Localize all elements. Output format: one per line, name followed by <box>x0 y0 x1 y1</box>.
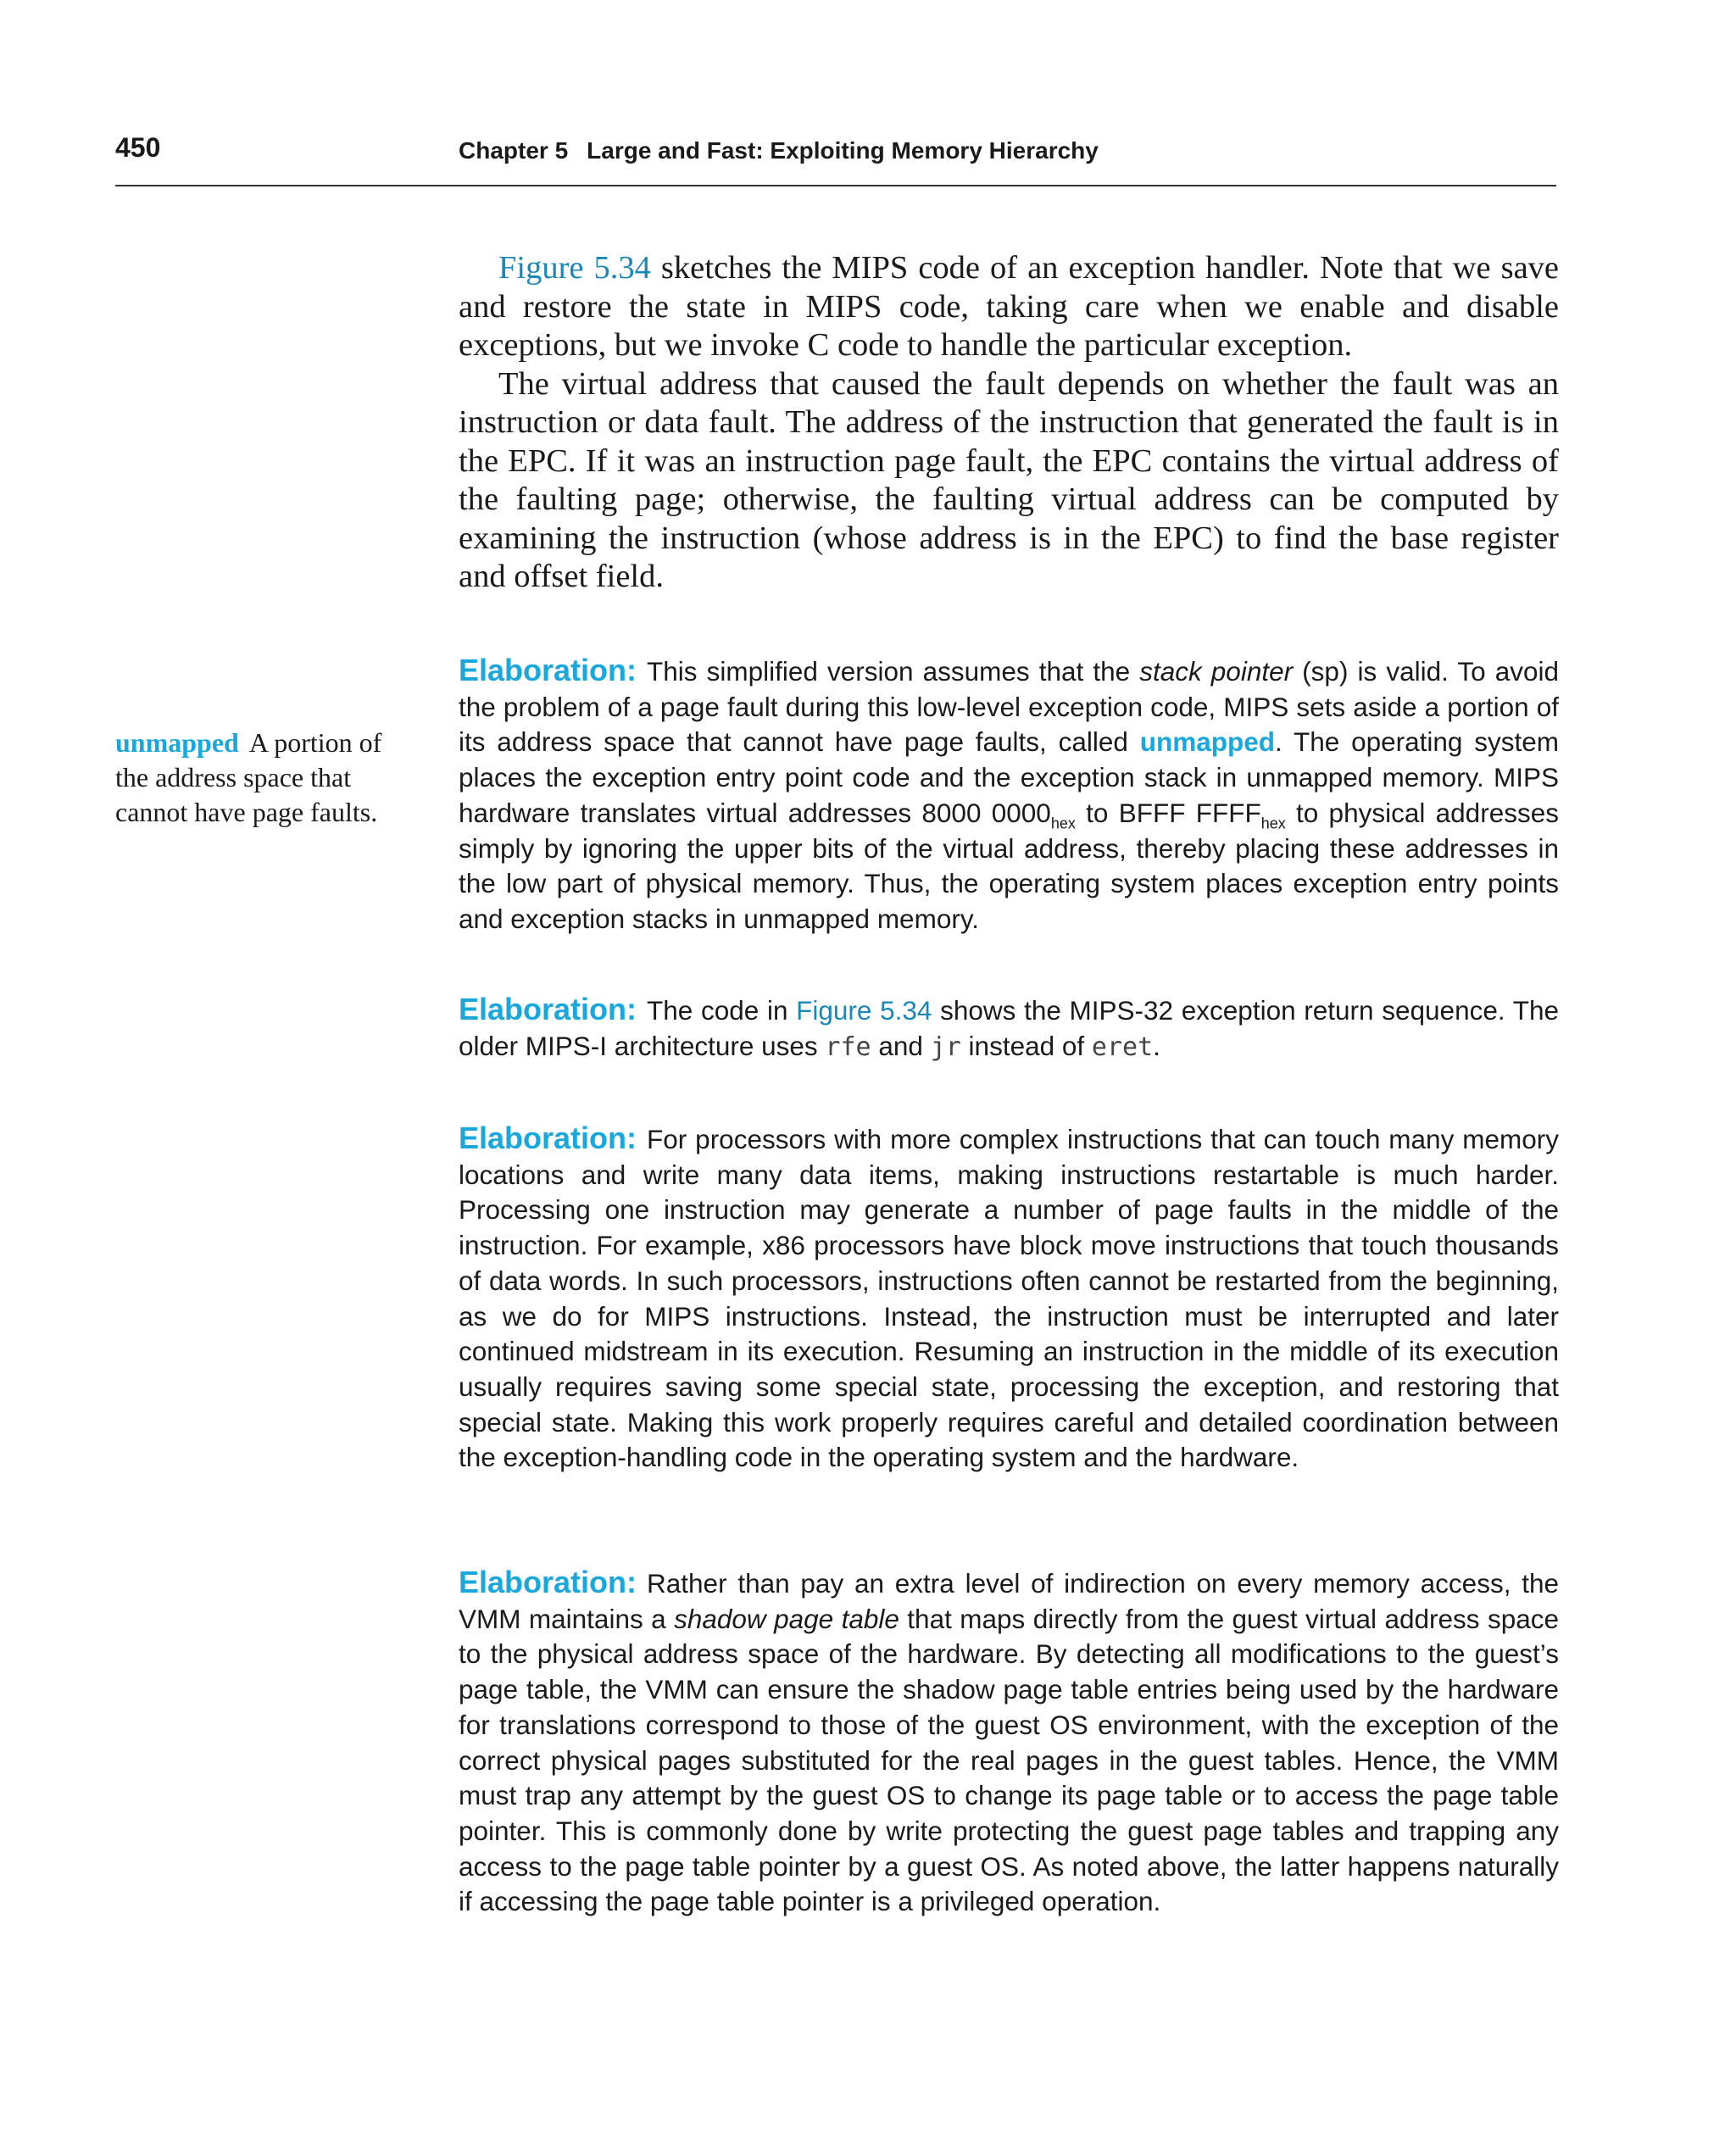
elaboration-2: Elaboration: The code in Figure 5.34 shows the MIPS-32 exception return sequence. The older MIPS-I architecture uses rfe and jr instead of eret. <box>459 992 1559 1062</box>
page-number: 450 <box>115 132 161 163</box>
body-text <box>459 249 1559 597</box>
elaboration-label: Elaboration: <box>459 1565 637 1599</box>
elaboration-label: Elaboration: <box>459 992 637 1026</box>
elaboration-1: Elaboration: This simplified version assumes that the stack pointer (sp) is valid. To avoid the problem of a page fault during this low-level exception code, MIPS sets aside a portion of its address space that cannot have page faults, called unmapped. The operating system places the exception entry point code and the exception stack in unmapped memory. MIPS hardware translates virtual addresses 8000 $0000_{hex}$ to BFFF $FFFF_{hex}$ to physical addresses simply by ignoring the upper bits of the virtual address, thereby placing these addresses in the low part of physical memory. Thus, the operating system places exception entry points and exception stacks in unmapped memory. <box>459 653 1560 934</box>
figure-link[interactable]: Figure 5.34 <box>498 250 651 286</box>
elaboration-label: Elaboration: <box>459 653 637 687</box>
code-rfe: rfe <box>825 1032 871 1062</box>
code-eret: eret <box>1091 1032 1154 1062</box>
elaboration-3: Elaboration: For processors with more complex instructions that can touch many memory locations and write many data items, making instructions restartable is much harder. Processing one instruction may generate a number of page faults in the middle of the instruction. For example, x86 processors have block move instructions that touch thousands of data words. In such processors, instructions often cannot be restarted from the beginning, as we do for MIPS instructions. Instead, the instruction must be interrupted and later continued midstream in its execution. Resuming an instruction in the middle of its execution usually requires saving some special state, processing the exception, and restoring that special state. Making this work properly requires careful and detailed coordination between the exception-handling code in the operating system and the hardware. <box>459 1121 1559 1473</box>
glossary-definition: A portion of the address space that cannot have page faults. <box>115 727 382 827</box>
code-jr: jr <box>930 1032 961 1062</box>
paragraph-1: Figure 5.34 sketches the MIPS code of an exception handler. Note that we save and restore the state in MIPS code, taking care when we enable and disable exceptions, but we invoke C code to handle the particular exception. <box>459 250 1559 363</box>
term-unmapped: unmapped <box>1139 726 1275 758</box>
running-head <box>459 137 1099 164</box>
page-header <box>115 127 1556 186</box>
glossary-term: unmapped <box>115 727 239 758</box>
chapter-title: Large and Fast: Exploiting Memory Hierarchy <box>587 137 1099 164</box>
elaboration-4: Elaboration: Rather than pay an extra level of indirection on every memory access, the VMM maintains a shadow page table that maps directly from the guest virtual address space to the physical address space of the hardware. By detecting all modifications to the guest’s page table, the VMM can ensure the shadow page table entries being used by the hardware for translations correspond to those of the guest OS environment, with the exception of the correct physical pages substituted for the real pages in the guest tables. Hence, the VMM must trap any attempt by the guest OS to change its page table or to access the page table pointer. This is commonly done by write protecting the guest page tables and trapping any access to the page table pointer by a guest OS. As noted above, the latter happens naturally if accessing the page table pointer is a privileged operation. <box>459 1565 1560 1917</box>
figure-link[interactable]: Figure 5.34 <box>796 995 932 1026</box>
chapter-number: Chapter 5 <box>459 137 569 164</box>
paragraph-2: The virtual address that caused the fault depends on whether the fault was an instruction or data fault. The address of the instruction that generated the fault is in the EPC. If it was an instruction page fault, the EPC contains the virtual address of the faulting page; otherwise, the faulting virtual address can be computed by examining the instruction (whose address is in the EPC) to find the base register and offset field. <box>459 365 1559 594</box>
margin-glossary-note <box>115 726 403 830</box>
elaboration-label: Elaboration: <box>459 1121 637 1155</box>
